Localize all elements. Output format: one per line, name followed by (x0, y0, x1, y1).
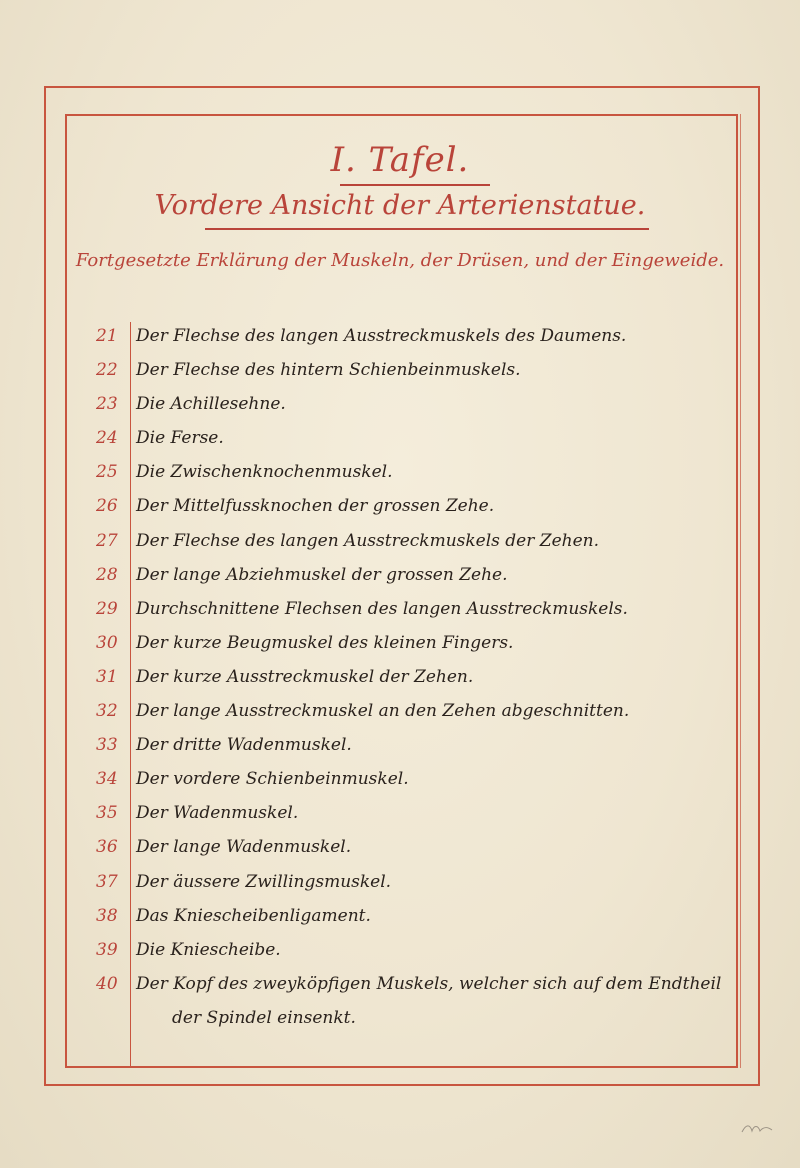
entry-text: Die Kniescheibe. (136, 939, 281, 960)
plate-subtitle-underline (205, 228, 649, 230)
entry-text: Der lange Wadenmuskel. (136, 837, 352, 858)
entry-number: 32 (96, 701, 118, 722)
entry-text: Die Zwischenknochenmuskel. (136, 462, 393, 483)
entry-text: Der lange Abziehmuskel der grossen Zehe. (136, 564, 508, 585)
list-item (0, 906, 800, 940)
entry-text: Der Flechse des langen Ausstreckmuskels der Zehen. (136, 530, 600, 551)
entry-number: 38 (96, 905, 118, 926)
entry-number: 34 (96, 769, 118, 790)
list-item (0, 701, 800, 735)
entry-text: Der lange Ausstreckmuskel an den Zehen abgeschnitten. (136, 701, 630, 722)
pencil-signature-mark (738, 1116, 778, 1140)
list-item (0, 599, 800, 633)
list-item (0, 735, 800, 769)
entry-number: 36 (96, 837, 118, 858)
entry-text: Der Mittelfussknochen der grossen Zehe. (136, 496, 495, 517)
entry-number: 30 (96, 632, 118, 653)
entry-number: 27 (96, 530, 118, 551)
list-item (0, 973, 800, 1028)
list-item (0, 769, 800, 803)
entry-number: 23 (96, 394, 118, 415)
inner-frame-bottom (65, 1066, 738, 1068)
entry-number: 25 (96, 462, 118, 483)
entry-text-continuation: der Spindel einsenkt. (172, 1007, 356, 1028)
entry-text: Der vordere Schienbeinmuskel. (136, 769, 409, 790)
entry-text: Der kurze Ausstreckmuskel der Zehen. (136, 666, 474, 687)
list-item (0, 462, 800, 496)
list-item (0, 360, 800, 394)
entry-text: Der Flechse des langen Ausstreckmuskels des Daumens. (136, 326, 627, 346)
list-item (0, 872, 800, 906)
list-item (0, 394, 800, 428)
plate-title: I. Tafel. (330, 140, 470, 180)
entry-number: 29 (96, 598, 118, 619)
entry-list (0, 326, 800, 1028)
entry-number: 35 (96, 803, 118, 824)
outer-frame-top (44, 86, 760, 88)
entry-text: Das Kniescheibenligament. (136, 905, 371, 926)
plate-title-underline (340, 184, 490, 186)
entry-text: Der äussere Zwillingsmuskel. (136, 871, 392, 892)
outer-frame-bottom (44, 1084, 760, 1086)
plate-caption: Fortgesetzte Erklärung der Muskeln, der Drüsen, und der Eingeweide. (75, 250, 725, 271)
entry-text: Der Wadenmuskel. (136, 803, 299, 824)
list-item (0, 633, 800, 667)
entry-number: 24 (96, 428, 118, 449)
list-item (0, 326, 800, 360)
list-item (0, 531, 800, 565)
list-item (0, 428, 800, 462)
list-item (0, 565, 800, 599)
entry-text: Der Flechse des hintern Schienbeinmuskels. (136, 360, 521, 381)
entry-number: 31 (96, 666, 118, 687)
entry-text: Die Achillesehne. (136, 394, 286, 415)
entry-number: 28 (96, 564, 118, 585)
entry-text: Der dritte Wadenmuskel. (136, 735, 352, 756)
list-item (0, 837, 800, 871)
entry-text: Der kurze Beugmuskel des kleinen Fingers. (136, 632, 514, 653)
entry-number: 33 (96, 735, 118, 756)
entry-number: 37 (96, 871, 118, 892)
entry-number: 26 (96, 496, 118, 517)
entry-number: 39 (96, 939, 118, 960)
entry-text: Durchschnittene Flechsen des langen Ausstreckmuskels. (136, 598, 628, 619)
entry-number: 40 (96, 973, 118, 994)
entry-number: 22 (96, 360, 118, 381)
list-item (0, 667, 800, 701)
list-item (0, 803, 800, 837)
list-item (0, 496, 800, 530)
list-item (0, 940, 800, 974)
entry-text: Der Kopf des zweyköpfigen Muskels, welcher sich auf dem Endtheil (136, 973, 722, 994)
plate-subtitle: Vordere Ansicht der Arterienstatue. (154, 190, 646, 221)
entry-text: Die Ferse. (136, 428, 224, 449)
inner-frame-top (65, 114, 738, 116)
entry-number: 21 (96, 326, 118, 346)
